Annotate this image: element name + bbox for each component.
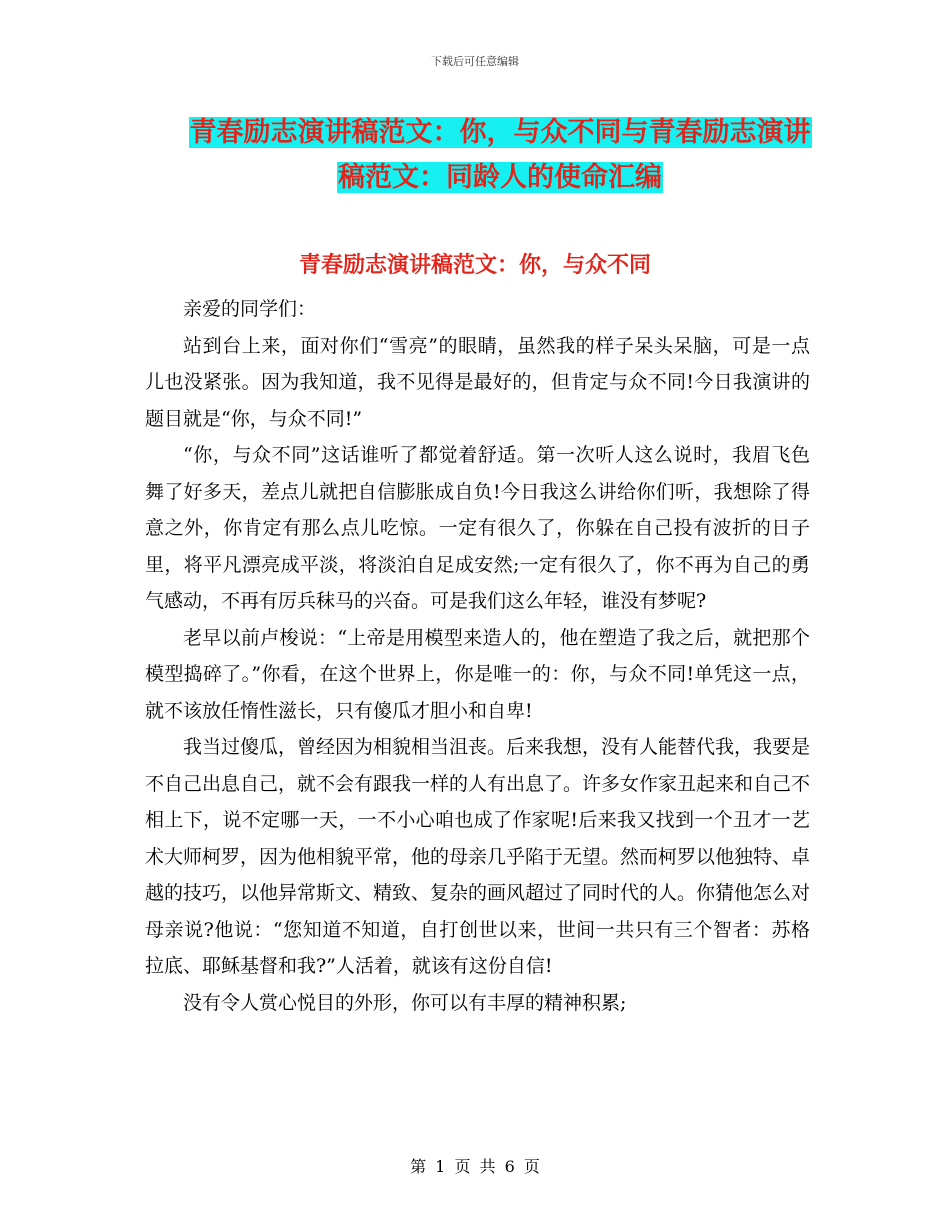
section-heading: 青春励志演讲稿范文：你，与众不同 [298,253,651,278]
page-header: 下载后可任意编辑 [431,55,519,68]
paragraph: 我当过傻瓜，曾经因为相貌相当沮丧。后来我想，没有人能替代我，我要是不自己出息自己，就不会有跟我一样的人有出息了。许多女作家丑起来和自己不相上下，说不定哪一天，一不小心咱也成了作家呢!后来我又找到一个丑才一艺术大师柯罗，因为他相貌平常，他的母亲几乎陷于无望。然而柯罗以他独特、卓越的技巧，以他异常斯文、精致、复杂的画风超过了同时代的人。你猜他怎么对母亲说?他说：“您知道不知道，自打创世以来，世间一共只有三个智者：苏格拉底、耶稣基督和我?”人活着，就该有这份自信! [145,736,811,977]
body-text [145,291,810,1021]
document-title [180,112,820,202]
paragraph: 老早以前卢梭说：“上帝是用模型来造人的，他在塑造了我之后，就把那个模型捣碎了。”你看，在这个世界上，你是唯一的：你，与众不同!单凭这一点，就不该放任惰性滋长，只有傻瓜才胆小和自卑! [145,626,810,722]
paragraph: 没有令人赏心悦目的外形，你可以有丰厚的精神积累; [183,991,627,1014]
document-title-line-1: 青春励志演讲稿范文：你，与众不同与青春励志演讲 [189,117,811,148]
paragraph: “你，与众不同”这话谁听了都觉着舒适。第一次听人这么说时，我眉飞色舞了好多天，差点儿就把自信膨胀成自负!今日我这么讲给你们听，我想除了得意之外，你肯定有那么点儿吃惊。一定有很久了，你躲在自己投有波折的日子里，将平凡漂亮成平淡，将淡泊自足成安然;一定有很久了，你不再为自己的勇气感动，不再有厉兵秣马的兴奋。可是我们这么年轻，谁没有梦呢? [145,444,810,612]
page-footer: 第 1 页 共 6 页 [410,1157,540,1176]
paragraph: 站到台上来，面对你们“雪亮”的眼睛，虽然我的样子呆头呆脑，可是一点儿也没紧张。因为我知道，我不见得是最好的，但肯定与众不同!今日我演讲的题目就是“你，与众不同!” [145,334,810,430]
paragraph-salutation: 亲爱的同学们： [183,298,317,320]
document-title-line-2: 稿范文：同龄人的使命汇编 [338,162,662,193]
